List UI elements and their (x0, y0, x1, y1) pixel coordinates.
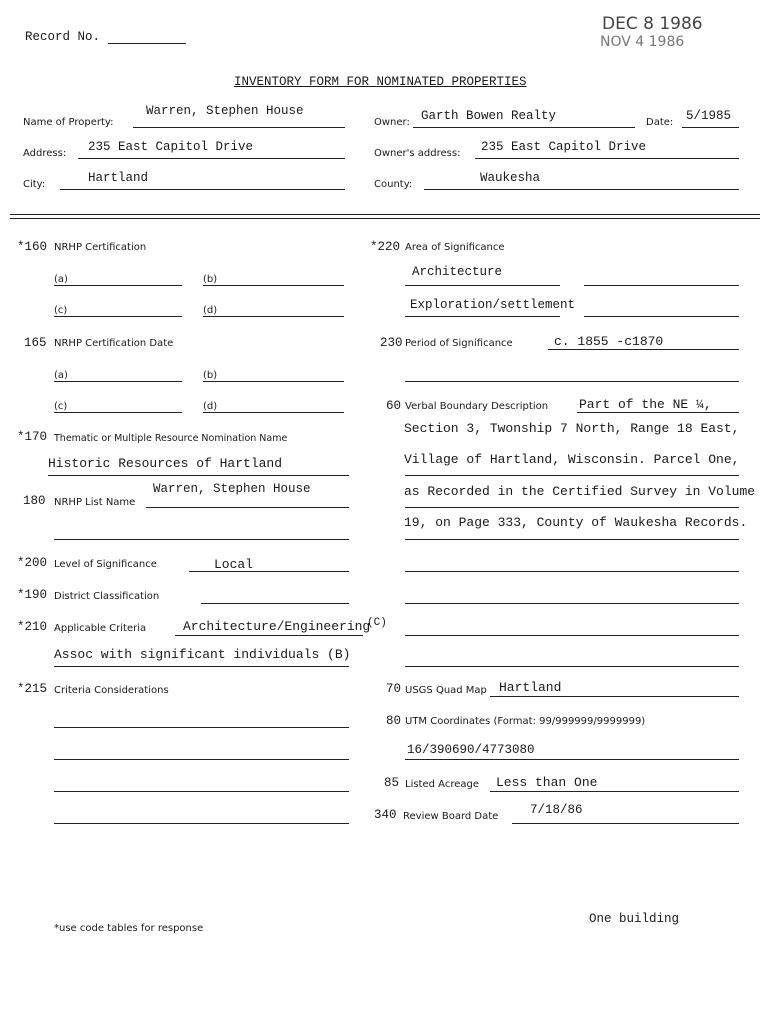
county-value: Waukesha (480, 171, 541, 185)
field-210-number: *210 (17, 620, 48, 634)
field-165-number: 165 (24, 336, 47, 350)
field-230-label: Period of Significance (405, 338, 513, 349)
field-190-field[interactable] (201, 603, 349, 604)
field-200-label: Level of Significance (54, 559, 157, 570)
field-85-label: Listed Acreage (405, 779, 479, 790)
field-210-value-1: Architecture/Engineering (183, 619, 371, 634)
separator-bottom (10, 218, 760, 219)
county-field[interactable] (424, 189, 739, 190)
owner-address-field[interactable] (475, 158, 739, 159)
cert-d-label: (d) (203, 305, 218, 316)
separator-top (10, 214, 760, 215)
county-label: County: (374, 179, 413, 190)
field-210-value-2: Assoc with significant individuals (B) (54, 647, 351, 662)
field-210-label: Applicable Criteria (54, 623, 147, 634)
field-60-field-5[interactable] (405, 571, 739, 572)
address-field[interactable] (78, 158, 345, 159)
field-215-label: Criteria Considerations (54, 685, 169, 696)
certdate-a-field[interactable] (54, 381, 182, 382)
field-170-field[interactable] (48, 475, 349, 476)
field-60-field-8[interactable] (405, 666, 739, 667)
certdate-b-field[interactable] (203, 381, 344, 382)
field-170-label: Thematic or Multiple Resource Nomination Name (54, 433, 288, 444)
field-340-field[interactable] (512, 823, 739, 824)
field-60-line-4: as Recorded in the Certified Survey in Volume (404, 484, 756, 499)
field-180-field[interactable] (146, 507, 349, 508)
date-label: Date: (646, 117, 674, 128)
certdate-b-label: (b) (203, 370, 218, 381)
field-60-label: Verbal Boundary Description (405, 401, 549, 412)
address-value: 235 East Capitol Drive (88, 140, 254, 154)
field-180-number: 180 (23, 494, 46, 508)
field-60-field-2[interactable] (405, 475, 739, 476)
field-80-label: UTM Coordinates (Format: 99/999999/9999999) (405, 716, 646, 727)
owner-value: Garth Bowen Realty (421, 109, 557, 123)
received-stamp-2: NOV 4 1986 (600, 34, 685, 50)
field-70-value: Hartland (499, 680, 562, 695)
field-165-label: NRHP Certification Date (54, 338, 174, 349)
field-220-field-3[interactable] (405, 316, 560, 317)
field-230-value: c. 1855 -c1870 (554, 334, 664, 349)
received-stamp-1: DEC 8 1986 (602, 14, 703, 34)
certdate-d-label: (d) (203, 401, 218, 412)
field-80-value: 16/390690/4773080 (407, 743, 535, 757)
cert-b-label: (b) (203, 274, 218, 285)
footer-note: *use code tables for response (54, 923, 204, 934)
field-70-label: USGS Quad Map (405, 685, 487, 696)
field-170-number: *170 (17, 430, 48, 444)
cert-a-label: (a) (54, 274, 68, 285)
field-60-field-6[interactable] (405, 603, 739, 604)
field-230-field[interactable] (548, 349, 739, 350)
field-160-number: *160 (17, 240, 48, 254)
field-60-line-1: Part of the NE ¼, (579, 397, 712, 412)
field-60-field-4[interactable] (405, 539, 739, 540)
field-60-line-3: Village of Hartland, Wisconsin. Parcel One, (404, 452, 740, 467)
resource-count: One building (589, 912, 680, 926)
field-220-value-1: Architecture (412, 265, 503, 279)
record-no-field[interactable] (108, 43, 186, 44)
field-60-line-5: 19, on Page 333, County of Waukesha Records. (404, 515, 748, 530)
certdate-c-label: (c) (54, 401, 68, 412)
field-340-value: 7/18/86 (530, 803, 583, 817)
field-210-field-2[interactable] (54, 666, 349, 667)
date-field[interactable] (682, 127, 739, 128)
page-title: INVENTORY FORM FOR NOMINATED PROPERTIES (234, 75, 527, 89)
field-170-value: Historic Resources of Hartland (48, 456, 283, 471)
name-of-property-value: Warren, Stephen House (146, 104, 304, 118)
address-label: Address: (23, 148, 67, 159)
owner-address-label: Owner's address: (374, 148, 461, 159)
field-200-value: Local (214, 557, 254, 572)
cert-a-field[interactable] (54, 285, 182, 286)
cert-c-field[interactable] (54, 316, 182, 317)
field-180-value: Warren, Stephen House (153, 482, 311, 496)
field-85-value: Less than One (496, 775, 598, 790)
city-value: Hartland (88, 171, 149, 185)
certdate-a-label: (a) (54, 370, 68, 381)
certdate-d-field[interactable] (203, 412, 344, 413)
field-215-field-3[interactable] (54, 791, 349, 792)
city-label: City: (23, 179, 46, 190)
field-220-field-1[interactable] (405, 285, 560, 286)
owner-field[interactable] (413, 127, 635, 128)
field-230-field-2[interactable] (405, 381, 739, 382)
field-85-number: 85 (384, 776, 400, 790)
field-160-label: NRHP Certification (54, 242, 147, 253)
date-value: 5/1985 (686, 109, 732, 123)
name-of-property-label: Name of Property: (23, 117, 114, 128)
field-60-field-1[interactable] (577, 412, 739, 413)
cert-c-label: (c) (54, 305, 68, 316)
field-215-field-4[interactable] (54, 823, 349, 824)
field-70-field[interactable] (490, 696, 739, 697)
field-85-field[interactable] (490, 791, 739, 792)
field-190-label: District Classification (54, 591, 160, 602)
field-220-number: *220 (370, 240, 401, 254)
field-340-label: Review Board Date (403, 811, 499, 822)
field-180-label: NRHP List Name (54, 497, 136, 508)
field-220-value-2: Exploration/settlement (410, 298, 576, 312)
field-60-field-3[interactable] (405, 507, 739, 508)
cert-d-field[interactable] (203, 316, 344, 317)
field-220-field-2[interactable] (584, 285, 739, 286)
owner-address-value: 235 East Capitol Drive (481, 140, 647, 154)
field-230-number: 230 (380, 336, 403, 350)
field-200-field[interactable] (189, 571, 349, 572)
cert-b-field[interactable] (203, 285, 344, 286)
record-no-label: Record No. (25, 30, 101, 44)
field-215-number: *215 (17, 682, 48, 696)
field-220-label: Area of Significance (405, 242, 505, 253)
field-70-number: 70 (386, 682, 402, 696)
field-190-number: *190 (17, 588, 48, 602)
field-60-number: 60 (386, 399, 402, 413)
city-field[interactable] (60, 189, 345, 190)
field-210-suffix: (C) (367, 617, 387, 629)
field-210-field[interactable] (175, 635, 363, 636)
owner-label: Owner: (374, 117, 410, 128)
field-60-field-7[interactable] (405, 635, 739, 636)
name-of-property-field[interactable] (133, 127, 345, 128)
field-60-line-2: Section 3, Twonship 7 North, Range 18 East, (404, 421, 740, 436)
field-180-field-2[interactable] (54, 539, 349, 540)
field-220-field-4[interactable] (584, 316, 739, 317)
field-200-number: *200 (17, 556, 48, 570)
field-80-field[interactable] (405, 759, 739, 760)
field-215-field-1[interactable] (54, 727, 349, 728)
field-340-number: 340 (374, 808, 397, 822)
field-215-field-2[interactable] (54, 759, 349, 760)
certdate-c-field[interactable] (54, 412, 182, 413)
field-80-number: 80 (386, 714, 402, 728)
